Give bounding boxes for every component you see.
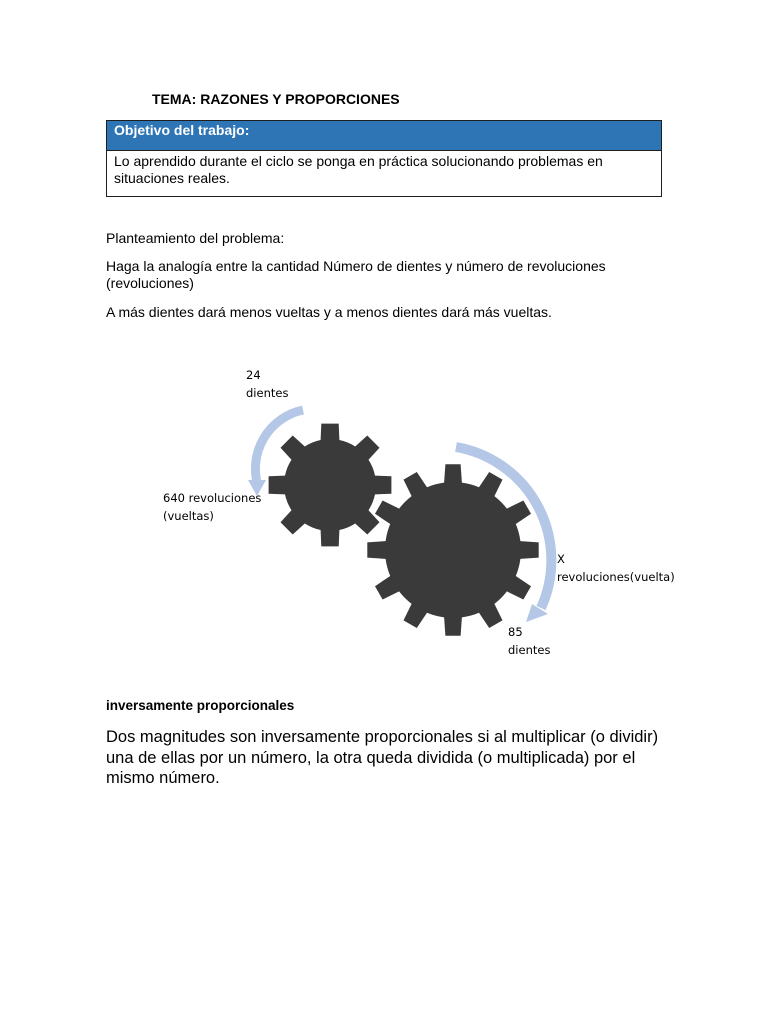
small-gear-revs-label — [163, 489, 261, 525]
page-title: TEMA: RAZONES Y PROPORCIONES — [152, 91, 400, 107]
small-gear-revs-number: 640 revoluciones — [163, 491, 262, 505]
problem-rule: A más dientes dará menos vueltas y a menos dientes dará más vueltas. — [106, 304, 552, 320]
small-gear-revs-unit: (vueltas) — [163, 509, 214, 523]
large-gear-icon — [367, 464, 538, 635]
large-gear-revs-number: X — [557, 552, 565, 566]
large-gear-teeth-label — [508, 623, 550, 659]
small-gear-teeth-label — [246, 366, 288, 402]
objective-heading: Objetivo del trabajo: — [107, 121, 661, 151]
small-gear-teeth-number: 24 — [246, 368, 261, 382]
large-gear-revs-unit: revoluciones(vuelta) — [557, 570, 675, 584]
small-gear-icon — [269, 424, 392, 547]
large-gear-teeth-unit: dientes — [508, 643, 551, 657]
small-gear-teeth-unit: dientes — [246, 386, 289, 400]
concept-definition: Dos magnitudes son inversamente proporcionales si al multiplicar (o dividir) una de ellas por un número, la otra queda dividida (o multiplicada) por el mismo número. — [106, 728, 659, 787]
problem-analogy: Haga la analogía entre la cantidad Número de dientes y número de revoluciones (revoluciones) — [106, 258, 606, 291]
problem-label: Planteamiento del problema: — [106, 230, 285, 246]
large-gear-teeth-number: 85 — [508, 625, 523, 639]
large-gear-revs-label — [557, 550, 675, 586]
concept-heading: inversamente proporcionales — [106, 698, 295, 713]
objective-text: Lo aprendido durante el ciclo se ponga en práctica solucionando problemas en situaciones reales. — [114, 153, 603, 186]
